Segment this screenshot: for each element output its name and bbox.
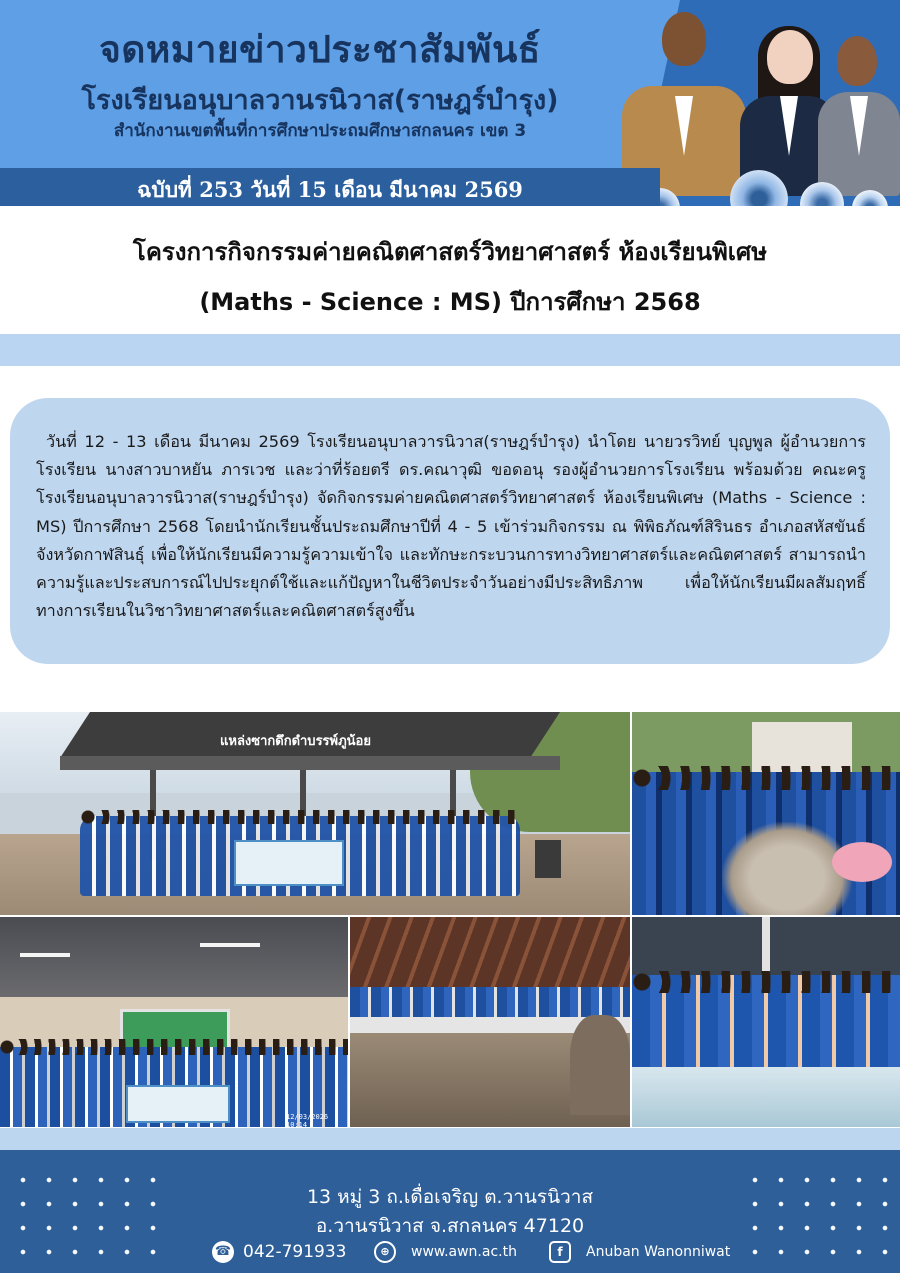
photo-excavation-pit	[350, 917, 630, 1127]
facebook-page[interactable]: Anuban Wanonniwat	[586, 1244, 731, 1260]
article-body-text: วันที่ 12 - 13 เดือน มีนาคม 2569 โรงเรียนอนุบาลวารนิวาส(ราษฎร์บำรุง) นำโดย นายวรวิทย์ บุญพูล ผู้อำนวยการโรงเรียน นางสาวบาหยัน ภารเวช และว่าที่ร้อยตรี ดร.คณาวุฒิ ขอดอนุ รองผู้อำนวยการโรงเรียน พร้อมด้วย คณะครู โรงเรียนอนุบาลวารนิวาส(ราษฎร์บำรุง) จัดกิจกรรมค่ายคณิตศาสตร์วิทยาศาสตร์ ห้องเรียนพิเศษ (Maths - Science : MS) ปีการศึกษา 2568 โดยนำนักเรียนชั้นประถมศึกษาปีที่ 4 - 5 เข้าร่วมกิจกรรม ณ พิพิธภัณฑ์สิรินธร อำเภอสหัสขันธ์ จังหวัดกาฬสินธุ์ เพื่อให้นักเรียนมีความรู้ความเข้าใจ และทักษะกระบวนการทางวิทยาศาสตร์และคณิตศาสตร์ สามารถนำความรู้และประสบการณ์ไปประยุกต์ใช้และแก้ปัญหาในชีวิตประจำวันอย่างมีประสิทธิภาพ เพื่อให้นักเรียนมีผลสัมฤทธิ์ทางการเรียนในวิชาวิทยาศาสตร์และคณิตศาสตร์สูงขึ้น	[36, 432, 866, 621]
photo-timestamp: 12/03/2026 10:14	[286, 1113, 329, 1127]
dot-pattern-left	[10, 1168, 160, 1258]
article-body-box	[10, 398, 890, 664]
photo-group-auditorium	[0, 917, 348, 1127]
article-title-line-2: (Maths - Science : MS) ปีการศึกษา 2568	[199, 288, 701, 316]
footer-top-band	[0, 1128, 900, 1150]
photo-students-rocks	[632, 712, 900, 915]
globe-icon: ⊕	[374, 1241, 396, 1263]
photo-group-fossil-site	[0, 712, 630, 915]
contact-phone	[212, 1240, 346, 1264]
divider-band	[0, 334, 900, 366]
dot-pattern-right	[742, 1168, 892, 1258]
newsletter-title: จดหมายข่าวประชาสัมพันธ์	[99, 28, 541, 71]
phone-icon: ☎	[212, 1241, 234, 1263]
facebook-icon: f	[549, 1241, 571, 1263]
issue-info: ฉบับที่ 253 วันที่ 15 เดือน มีนาคม 2569	[137, 177, 523, 202]
newsletter-header	[0, 0, 900, 206]
phone-number: 042-791933	[243, 1242, 347, 1262]
photo-sign-text: แหล่งซากดึกดำบรรพ์ภูน้อย	[220, 734, 371, 749]
deputy-director-2-photo	[818, 36, 900, 196]
website-link[interactable]: www.awn.ac.th	[411, 1244, 517, 1260]
education-office: สำนักงานเขตพื้นที่การศึกษาประถมศึกษาสกลนคร เขต 3	[113, 121, 527, 141]
contact-facebook[interactable]	[549, 1240, 730, 1264]
photo-students-display	[632, 917, 900, 1127]
address-line-2: อ.วานรนิวาส จ.สกลนคร 47120	[315, 1215, 585, 1237]
school-name: โรงเรียนอนุบาลวานรนิวาส(ราษฎร์บำรุง)	[81, 85, 559, 116]
article-title-line-1: โครงการกิจกรรมค่ายคณิตศาสตร์วิทยาศาสตร์ ห้องเรียนพิเศษ	[132, 238, 768, 266]
address-line-1: 13 หมู่ 3 ถ.เดื่อเจริญ ต.วานรนิวาส	[306, 1186, 594, 1208]
contact-website[interactable]	[374, 1240, 517, 1264]
